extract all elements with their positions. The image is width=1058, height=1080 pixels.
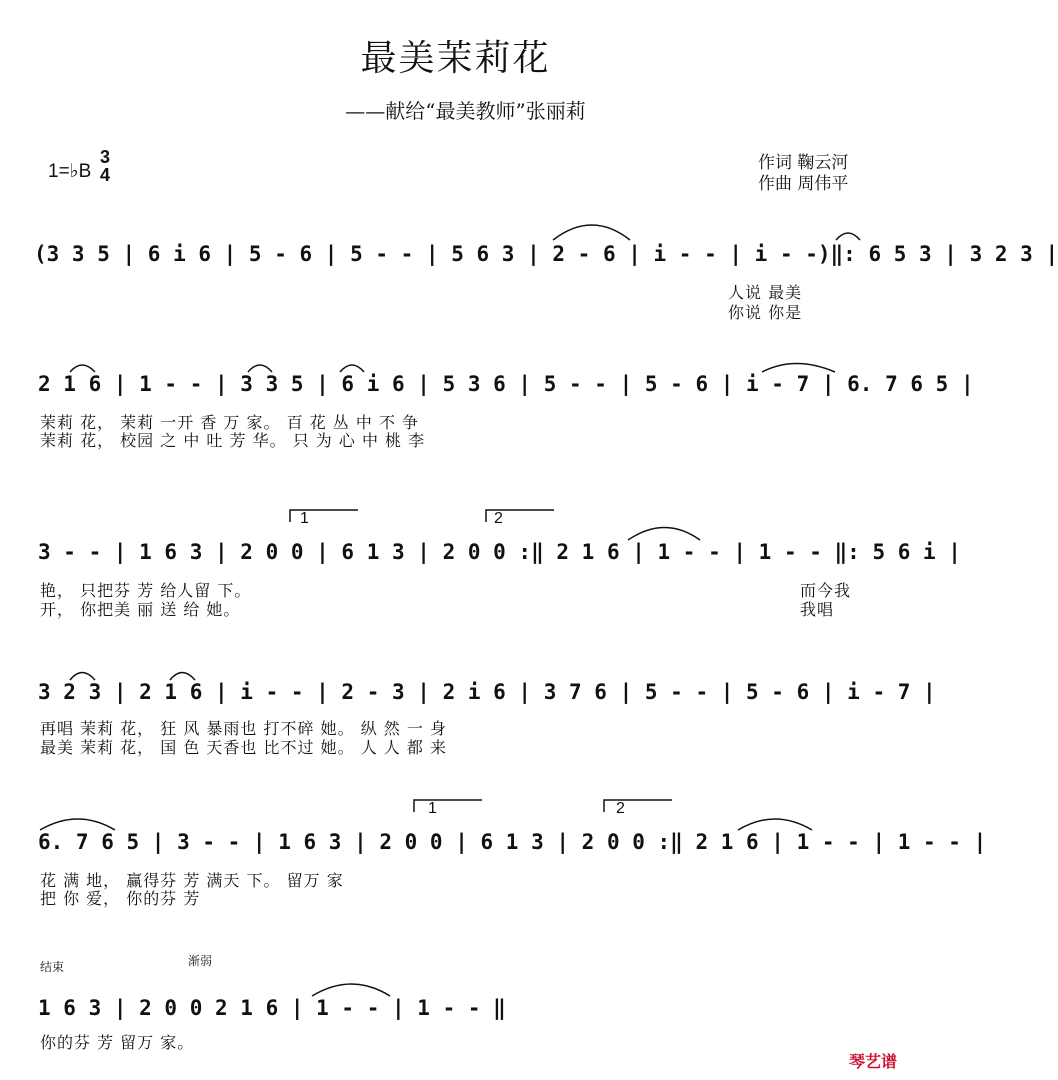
watermark-logo: 琴艺谱 xyxy=(848,1054,897,1071)
volta-1-label-b: 1 xyxy=(428,800,437,817)
slur-5 xyxy=(340,365,364,372)
slur-6 xyxy=(762,364,835,373)
volta-bracket-1 xyxy=(290,510,358,522)
ending-mark: 结束 xyxy=(40,960,65,974)
lyric-line-4-1: 再唱 茉莉 花， 狂 风 暴雨也 打不碎 她。 纵 然 一 身 xyxy=(40,719,447,738)
key-signature: 1=♭B xyxy=(48,161,92,182)
slur-3 xyxy=(70,365,95,372)
volta-1-label: 1 xyxy=(300,510,309,527)
slur-4 xyxy=(248,365,272,372)
slur-10 xyxy=(40,819,115,830)
diminuendo-mark: 渐弱 xyxy=(188,954,213,968)
volta-bracket-3 xyxy=(414,800,482,812)
lyric-line-3-2: 开， 你把美 丽 送 给 她。 xyxy=(40,600,241,619)
score-system-4: 3 2 3 | 2 1 6 | i - - | 2 - 3 | 2 i 6 | 3 7 6 | 5 - - | 5 - 6 | i - 7 | xyxy=(38,680,936,704)
slur-11 xyxy=(738,819,812,830)
score-system-3: 3 - - | 1 6 3 | 2 0 0 | 6 1 3 | 2 0 0 :‖ 2 1 6 | 1 - - | 1 - - ‖: 5 6 i | xyxy=(38,540,961,564)
slur-9 xyxy=(170,673,195,681)
slur-1 xyxy=(553,225,630,240)
meter-top: 3 xyxy=(100,147,111,167)
lyric-line-4-2: 最美 茉莉 花， 国 色 天香也 比不过 她。 人 人 都 来 xyxy=(40,738,447,757)
meter-bottom: 4 xyxy=(100,165,111,185)
lyric-line-5-2: 把 你 爱， 你的芬 芳 xyxy=(40,889,201,908)
lyric-line-1-1: 人说 最美 xyxy=(728,283,803,302)
lyric-line-1-2: 你说 你是 xyxy=(728,303,803,322)
lyric-line-2-2: 茉莉 花， 校园 之 中 吐 芳 华。 只 为 心 中 桃 李 xyxy=(40,431,426,450)
lyricist: 作词 鞠云河 xyxy=(758,153,849,173)
volta-2-label-b: 2 xyxy=(616,800,625,817)
score-system-5: 6. 7 6 5 | 3 - - | 1 6 3 | 2 0 0 | 6 1 3 | 2 0 0 :‖ 2 1 6 | 1 - - | 1 - - | xyxy=(38,830,987,854)
score-system-6: 1 6 3 | 2 0 0 2 1 6 | 1 - - | 1 - - ‖ xyxy=(38,996,506,1020)
slur-7 xyxy=(628,528,700,541)
lyric-line-3-extra-2: 我唱 xyxy=(800,600,835,619)
lyric-line-3-extra-1: 而今我 xyxy=(800,581,852,600)
volta-bracket-4 xyxy=(604,800,672,812)
page-title: 最美茉莉花 xyxy=(360,38,551,79)
page-subtitle: ——献给“最美教师”张丽莉 xyxy=(345,99,586,123)
score-system-1: (3 3 5 | 6 i 6 | 5 - 6 | 5 - - | 5 6 3 | 2 - 6 | i - - | i - -)‖: 6 5 3 | 3 2 3 | xyxy=(34,242,1058,266)
lyric-line-2-1: 茉莉 花， 茉莉 一开 香 万 家。 百 花 丛 中 不 争 xyxy=(40,413,420,432)
slur-8 xyxy=(70,673,95,681)
slur-2 xyxy=(836,233,860,240)
volta-bracket-2 xyxy=(486,510,554,522)
lyric-line-6-1: 你的芬 芳 留万 家。 xyxy=(40,1033,195,1052)
score-system-2: 2 1 6 | 1 - - | 3 3 5 | 6 i 6 | 5 3 6 | 5 - - | 5 - 6 | i - 7 | 6. 7 6 5 | xyxy=(38,372,974,396)
composer: 作曲 周伟平 xyxy=(758,174,849,194)
lyric-line-3-1: 艳， 只把芬 芳 给人留 下。 xyxy=(40,581,252,600)
slur-12 xyxy=(312,984,390,996)
volta-2-label: 2 xyxy=(494,510,503,527)
lyric-line-5-1: 花 满 地， 赢得芬 芳 满天 下。 留万 家 xyxy=(40,871,344,890)
